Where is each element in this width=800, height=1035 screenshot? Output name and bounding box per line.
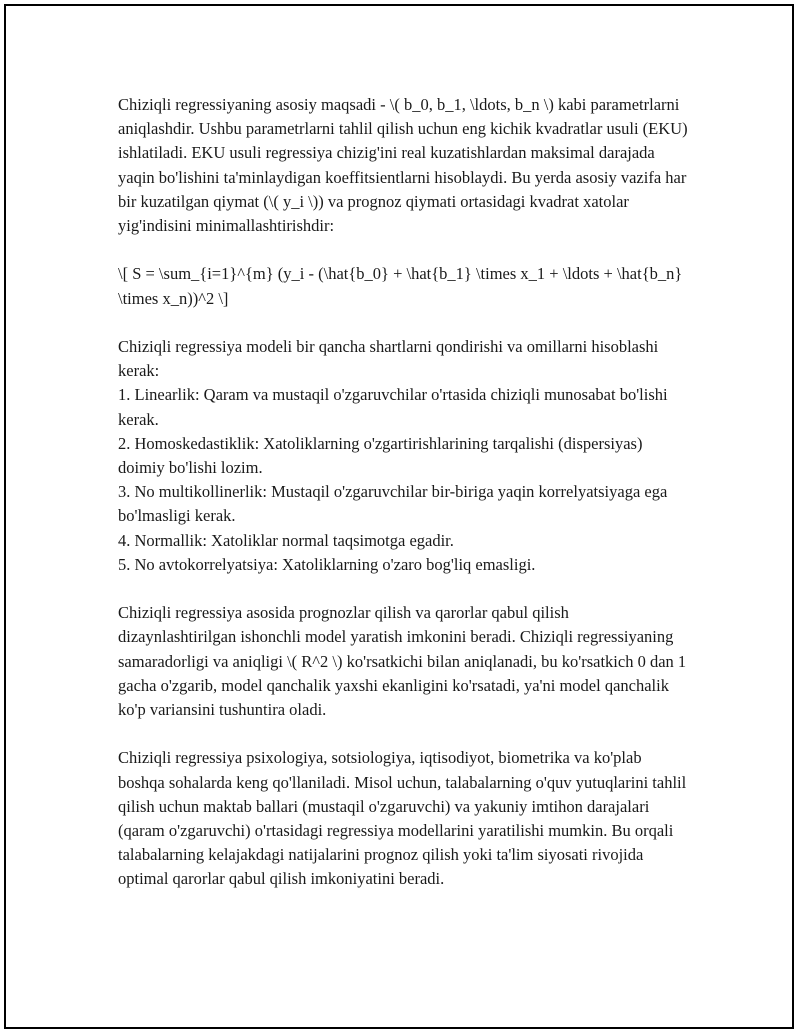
conditions-list (118, 383, 690, 577)
paragraph-regression-goal: Chiziqli regressiyaning asosiy maqsadi - \( b_0, b_1, \ldots, b_n \) kabi parametrlarni aniqlashdir. Ushbu parametrlarni tahlil qilish uchun eng kichik kvadratlar usuli (EKU) ishlatiladi. EKU usuli regressiya chizig'ini real kuzatishlardan maksimal darajada yaqin bo'lishini ta'minlaydigan koeffitsientlarni hisoblaydi. Bu yerda asosiy vazifa har bir kuzatilgan qiymat (\( y_i \)) va prognoz qiymati ortasidagi kvadrat xatolar yig'indisini minimallashtirishdir: (118, 95, 688, 236)
list-item: 5. No avtokorrelyatsiya: Xatoliklarning o'zaro bog'liq emasligi. (118, 554, 536, 574)
list-item: 1. Linearlik: Qaram va mustaqil o'zgaruvchilar o'rtasida chiziqli munosabat bo'lishi kerak. (118, 385, 668, 429)
conditions-intro: Chiziqli regressiya modeli bir qancha shartlarni qondirishi va omillarni hisoblashi kerak: (118, 337, 659, 381)
document-body (118, 93, 690, 916)
list-item: 4. Normallik: Xatoliklar normal taqsimotga egadir. (118, 530, 454, 550)
list-item: 3. No multikollinerlik: Mustaqil o'zgaruvchilar bir-biriga yaqin korrelyatsiyaga ega bo'lmasligi kerak. (118, 482, 668, 526)
least-squares-formula: \[ S = \sum_{i=1}^{m} (y_i - (\hat{b_0} + \hat{b_1} \times x_1 + \ldots + \hat{b_n} \times x_n))^2 \] (118, 264, 683, 308)
paragraph-model-accuracy: Chiziqli regressiya asosida prognozlar qilish va qarorlar qabul qilish dizaynlashtirilgan ishonchli model yaratish imkonini beradi. Chiziqli regressiyaning samaradorligi va aniqligi \( R^2 \) ko'rsatkichi bilan aniqlanadi, bu ko'rsatkich 0 dan 1 gacha o'zgarib, model qanchalik yaxshi ekanligini ko'rsatadi, ya'ni model qanchalik ko'p variansini tushuntira oladi. (118, 603, 687, 720)
paragraph-applications: Chiziqli regressiya psixologiya, sotsiologiya, iqtisodiyot, biometrika va ko'plab boshqa sohalarda keng qo'llaniladi. Misol uchun, talabalarning o'quv yutuqlarini tahlil qilish uchun maktab ballari (mustaqil o'zgaruvchi) va yakuniy imtihon darajalari (qaram o'zgaruvchi) o'rtasidagi regressiya modellarini yaratilishi mumkin. Bu orqali talabalarning kelajakdagi natijalarini prognoz qilish yoki ta'lim siyosati rivojida optimal qarorlar qabul qilish imkoniyatini beradi. (118, 748, 687, 889)
list-item: 2. Homoskedastiklik: Xatoliklarning o'zgartirishlarining tarqalishi (dispersiyas) doimiy bo'lishi lozim. (118, 433, 643, 478)
